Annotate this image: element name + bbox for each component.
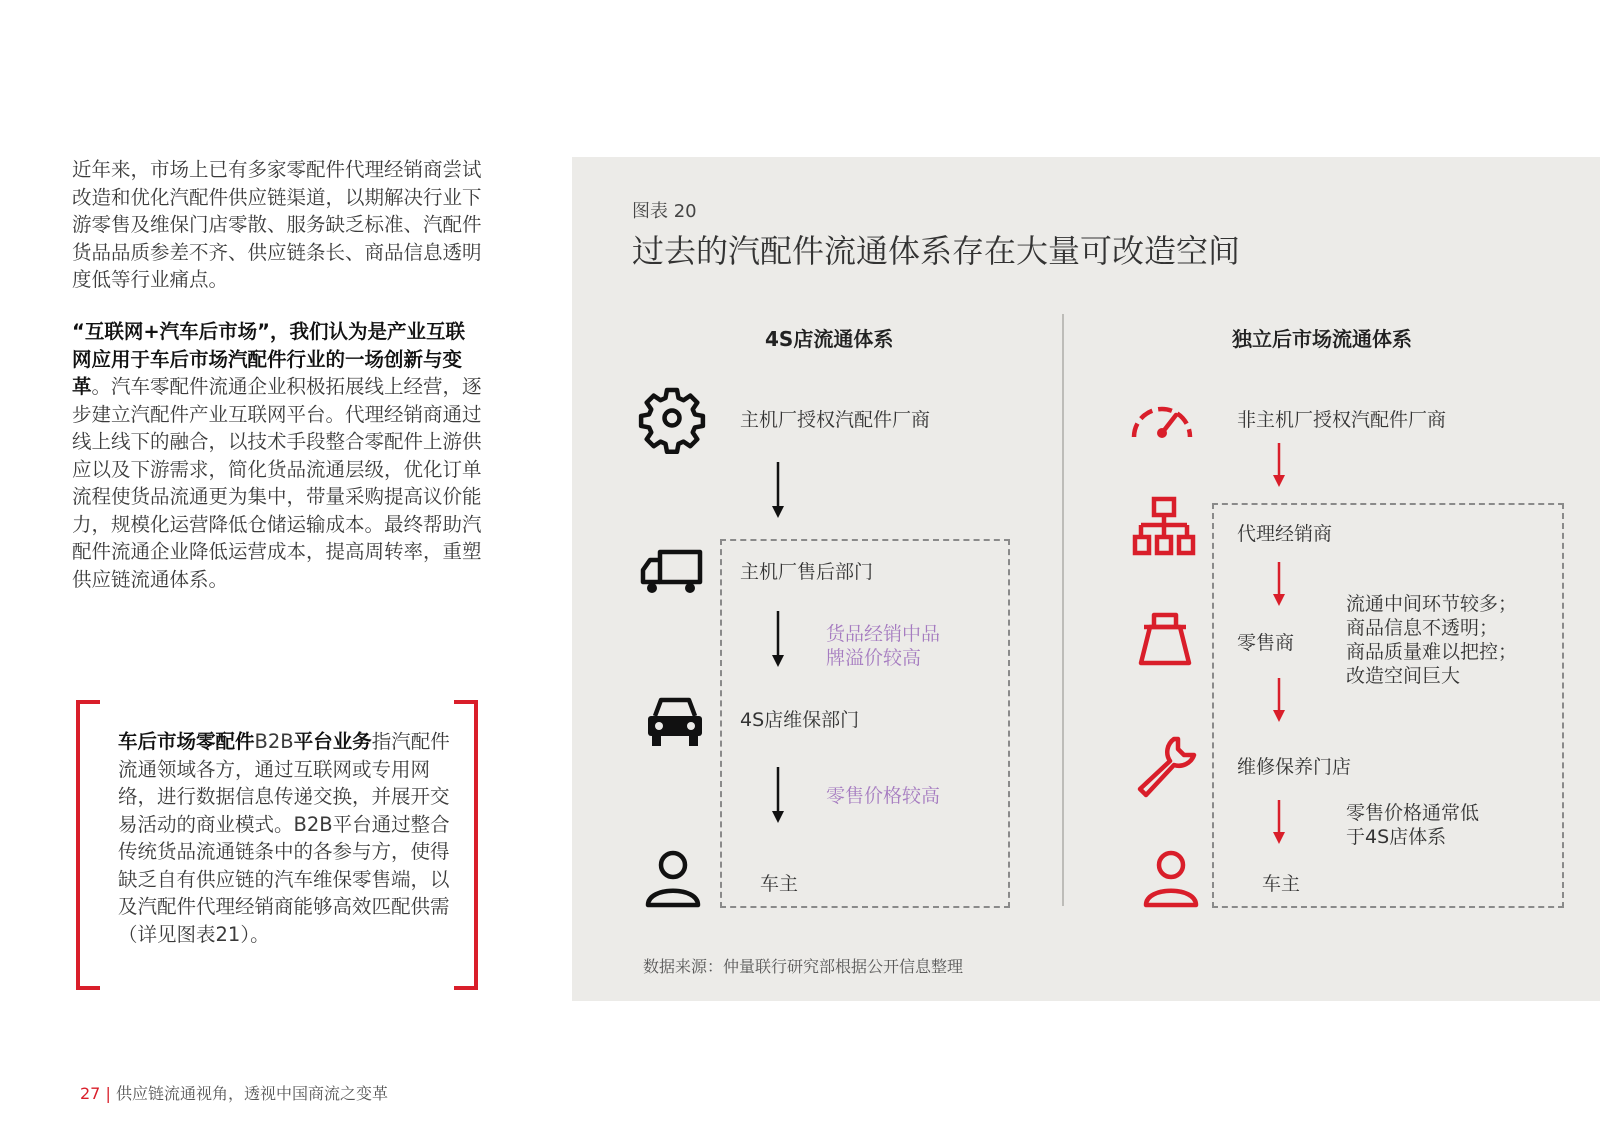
truck-icon: [640, 548, 704, 596]
right-item-4: 维修保养门店: [1237, 756, 1352, 778]
figure-label: 图表 20: [632, 201, 697, 222]
right-item-2: 代理经销商: [1237, 523, 1333, 545]
org-chart-icon: [1133, 497, 1195, 557]
left-item-1: 主机厂授权汽配件厂商: [740, 409, 931, 431]
page-number: 27: [80, 1084, 101, 1103]
left-item-4: 车主: [760, 873, 799, 895]
right-arrow-1: [1271, 443, 1287, 489]
footer-separator: |: [105, 1084, 111, 1103]
right-arrow-4: [1271, 800, 1287, 846]
right-column-header: 独立后市场流通体系: [1232, 327, 1412, 351]
person-icon: [645, 850, 701, 908]
internet-paragraph-highlight: “互联网+汽车后市场”，我们认为是产业互联网应用于车后市场汽配件行业的一场创新与变革: [72, 320, 465, 398]
gear-icon: [640, 386, 704, 450]
car-icon: [645, 694, 705, 748]
shopping-bag-icon: [1138, 609, 1192, 667]
figure-source: 数据来源：仲量联行研究部根据公开信息整理: [643, 957, 964, 976]
column-divider: [1062, 314, 1064, 906]
right-arrow-2: [1271, 562, 1287, 608]
page-footer: [80, 1081, 388, 1104]
intro-paragraph: 近年来，市场上已有多家零配件代理经销商尝试改造和优化汽配件供应链渠道，以期解决行业下游零售及维保门店零散、服务缺乏标准、汽配件货品品质参差不齐、供应链条长、商品信息透明度低等行业痛点。: [72, 158, 482, 291]
right-item-3: 零售商: [1237, 632, 1295, 654]
internet-paragraph-body: 。汽车零配件流通企业积极拓展线上经营，逐步建立汽配件产业互联网平台。代理经销商通过线上线下的融合，以技术手段整合零配件上游供应以及下游需求，简化货品流通层级，优化订单流程使货品流通更为集中，带量采购提高议价能力，规模化运营降低仓储运输成本。最终帮助汽配件流通企业降低运营成本，提高周转率，重塑供应链流通体系。: [72, 375, 482, 591]
right-item-1: 非主机厂授权汽配件厂商: [1237, 409, 1447, 431]
right-arrow-3: [1271, 678, 1287, 724]
internet-paragraph: [72, 318, 482, 593]
footer-title: 供应链流通视角，透视中国商流之变革: [115, 1084, 388, 1103]
left-note-2: 零售价格较高: [826, 785, 941, 807]
left-column-header: 4S店流通体系: [765, 327, 894, 351]
callout-term-b2b: B2B: [254, 730, 294, 753]
left-item-3: 4S店维保部门: [740, 709, 860, 731]
left-arrow-1: [770, 462, 786, 520]
right-note-2: 零售价格通常低 于4S店体系: [1346, 802, 1480, 848]
callout-body: 指汽配件流通领域各方，通过互联网或专用网络，进行数据信息传递交换，并展开交易活动的商业模式。B2B平台通过整合传统货品流通链条中的各参与方，使得缺乏自有供应链的汽车维保零售端，以及汽配件代理经销商能够高效匹配供需（详见图表21）。: [118, 730, 450, 946]
callout-term-1: 车后市场零配件: [118, 730, 255, 753]
callout-text: [118, 728, 458, 948]
speedometer-icon: [1128, 393, 1196, 441]
callout-bracket-left: [76, 700, 100, 990]
left-arrow-3: [770, 767, 786, 825]
left-note-1: 货品经销中品 牌溢价较高: [826, 623, 941, 669]
left-item-2: 主机厂售后部门: [740, 561, 874, 583]
right-item-5: 车主: [1262, 873, 1301, 895]
wrench-icon: [1134, 733, 1198, 797]
right-note-1: 流通中间环节较多； 商品信息不透明； 商品质量难以把控； 改造空间巨大: [1346, 593, 1518, 687]
b2b-callout: [76, 700, 478, 990]
callout-term-2: 平台业务: [293, 730, 372, 753]
person-icon-red: [1143, 850, 1199, 908]
left-arrow-2: [770, 611, 786, 669]
figure-title: 过去的汽配件流通体系存在大量可改造空间: [632, 232, 1241, 270]
